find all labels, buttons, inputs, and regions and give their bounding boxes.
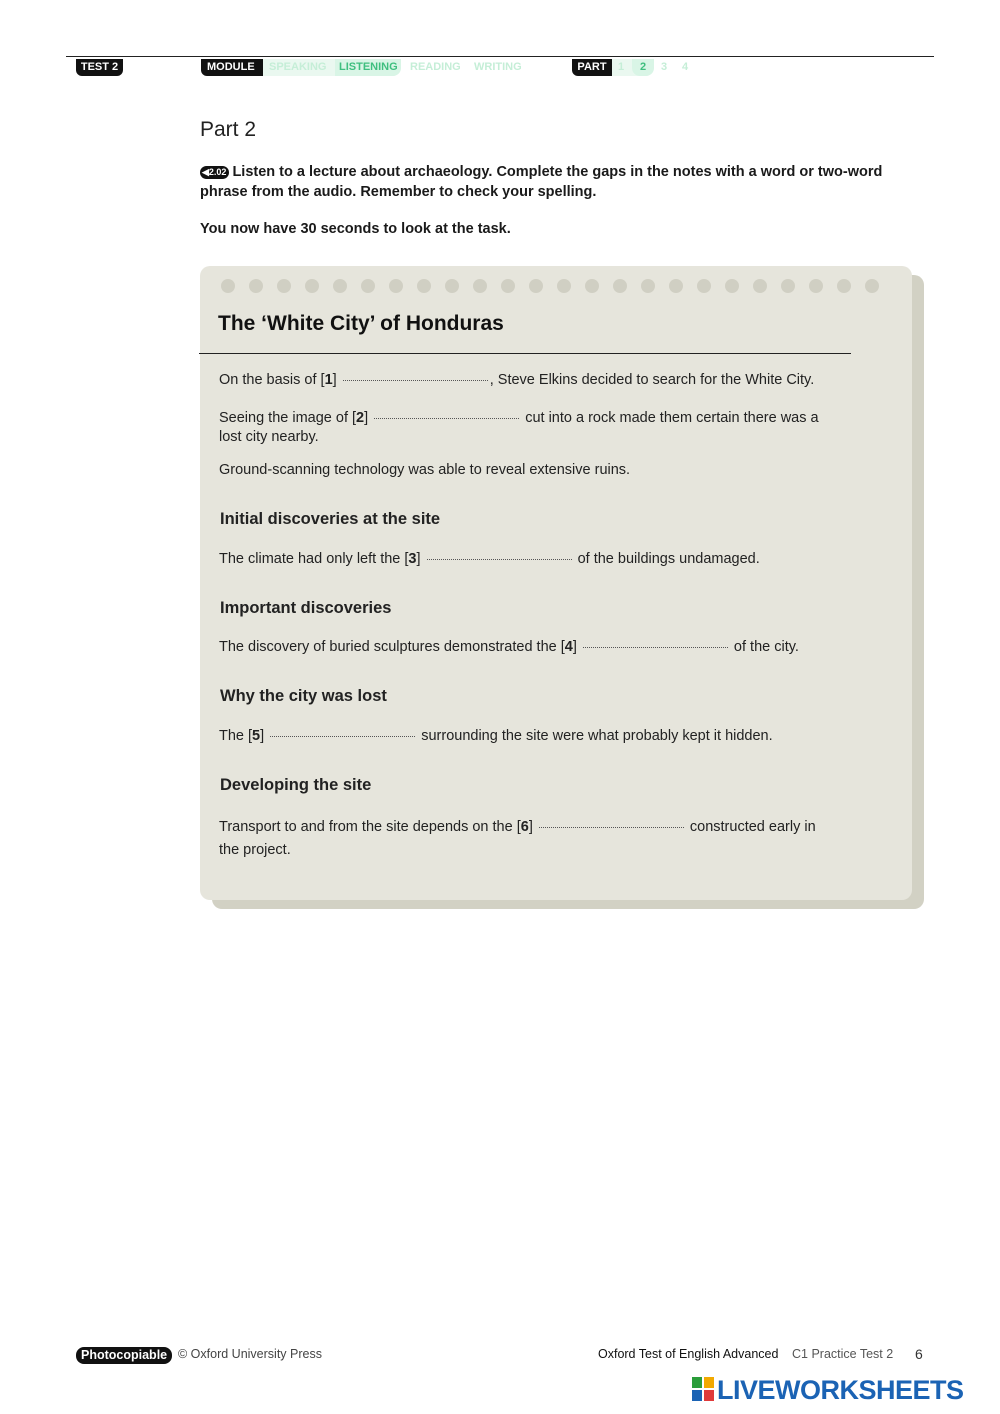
liveworksheets-logo[interactable] <box>692 1375 988 1405</box>
note-item-5 <box>219 727 839 746</box>
header-rule <box>66 56 934 57</box>
note-text: surrounding the site were what probably kept it hidden. <box>417 728 773 744</box>
gap-number: 4 <box>564 639 573 655</box>
note-text: constructed early in the project. <box>219 819 816 858</box>
binder-hole <box>697 279 711 293</box>
module-writing: WRITING <box>474 61 522 73</box>
answer-gap-1[interactable] <box>343 379 488 381</box>
note-item-static: Ground-scanning technology was able to reveal extensive ruins. <box>219 462 631 478</box>
part-1: 1 <box>617 61 625 73</box>
subhead-developing-site: Developing the site <box>220 776 372 794</box>
note-item-1 <box>219 371 839 390</box>
note-text: ] <box>364 410 373 426</box>
notes-card <box>200 266 912 900</box>
note-text: Seeing the image of [ <box>219 410 357 426</box>
answer-gap-6[interactable] <box>539 826 684 828</box>
note-text: The climate had only left the [ <box>219 551 409 567</box>
subhead-why-lost: Why the city was lost <box>220 687 387 705</box>
audio-track-badge[interactable] <box>200 166 229 179</box>
gap-number: 1 <box>324 372 333 388</box>
note-text: cut into a rock made them certain there was a lost city nearby. <box>219 410 819 445</box>
subhead-initial-discoveries: Initial discoveries at the site <box>220 510 441 528</box>
note-text: On the basis of [ <box>219 372 325 388</box>
test-label: TEST 2 <box>76 59 123 76</box>
gap-number: 3 <box>408 551 417 567</box>
notes-title-rule <box>199 353 851 354</box>
note-item-6 <box>219 816 839 862</box>
note-item-4 <box>219 638 839 657</box>
book-title: Oxford Test of English Advanced <box>598 1347 779 1361</box>
gap-number: 6 <box>520 819 529 835</box>
part-3: 3 <box>660 61 668 73</box>
binder-hole <box>613 279 627 293</box>
module-speaking: SPEAKING <box>263 59 335 76</box>
binder-hole <box>445 279 459 293</box>
instructions-text: Listen to a lecture about archaeology. Complete the gaps in the notes with a word or two-word phrase from the audio. Remember to check your spelling. <box>200 164 883 200</box>
page-number: 6 <box>915 1346 923 1362</box>
note-text: of the city. <box>729 639 799 655</box>
binder-hole <box>669 279 683 293</box>
part-2: 2 <box>632 59 654 76</box>
note-text: ] <box>416 551 425 567</box>
note-text: The discovery of buried sculptures demonstrated the [ <box>219 639 565 655</box>
note-text: ] <box>332 372 341 388</box>
note-text: ] <box>528 819 537 835</box>
binder-hole <box>725 279 739 293</box>
test-name: C1 Practice Test 2 <box>792 1347 894 1361</box>
note-text: ] <box>572 639 581 655</box>
instructions <box>200 163 920 202</box>
binder-hole <box>473 279 487 293</box>
binder-holes <box>221 279 891 293</box>
answer-gap-4[interactable] <box>583 646 728 648</box>
binder-hole <box>753 279 767 293</box>
binder-hole <box>277 279 291 293</box>
page-title: Part 2 <box>200 118 257 141</box>
gap-number: 2 <box>356 410 365 426</box>
module-reading: READING <box>410 61 461 73</box>
binder-hole <box>781 279 795 293</box>
binder-hole <box>557 279 571 293</box>
liveworksheets-icon <box>692 1377 714 1401</box>
answer-gap-2[interactable] <box>374 417 519 419</box>
audio-track-number: 2.02 <box>208 167 227 177</box>
part-4: 4 <box>681 61 689 73</box>
binder-hole <box>221 279 235 293</box>
note-item-3 <box>219 550 839 569</box>
module-label: MODULE <box>201 59 263 76</box>
binder-hole <box>809 279 823 293</box>
binder-hole <box>361 279 375 293</box>
binder-hole <box>641 279 655 293</box>
binder-hole <box>865 279 879 293</box>
binder-hole <box>585 279 599 293</box>
part-label: PART <box>572 59 612 76</box>
subhead-important-discoveries: Important discoveries <box>220 599 392 617</box>
module-listening: LISTENING <box>335 59 401 76</box>
note-text: of the buildings undamaged. <box>573 551 760 567</box>
binder-hole <box>333 279 347 293</box>
notes-title: The ‘White City’ of Honduras <box>218 312 504 335</box>
answer-gap-5[interactable] <box>270 735 415 737</box>
note-text: ] <box>260 728 269 744</box>
binder-hole <box>305 279 319 293</box>
binder-hole <box>389 279 403 293</box>
speaker-icon: ◀ <box>202 167 209 177</box>
photocopiable-badge: Photocopiable <box>76 1347 172 1364</box>
binder-hole <box>529 279 543 293</box>
copyright: © Oxford University Press <box>178 1347 322 1361</box>
note-text: , Steve Elkins decided to search for the White City. <box>489 372 815 388</box>
answer-gap-3[interactable] <box>427 558 572 560</box>
gap-number: 5 <box>252 728 261 744</box>
note-text: The [ <box>219 728 253 744</box>
binder-hole <box>249 279 263 293</box>
binder-hole <box>837 279 851 293</box>
note-text: Transport to and from the site depends on the [ <box>219 819 521 835</box>
liveworksheets-text: LIVEWORKSHEETS <box>717 1375 964 1405</box>
binder-hole <box>501 279 515 293</box>
time-note: You now have 30 seconds to look at the task. <box>200 221 511 237</box>
binder-hole <box>417 279 431 293</box>
note-item-2 <box>219 409 839 447</box>
